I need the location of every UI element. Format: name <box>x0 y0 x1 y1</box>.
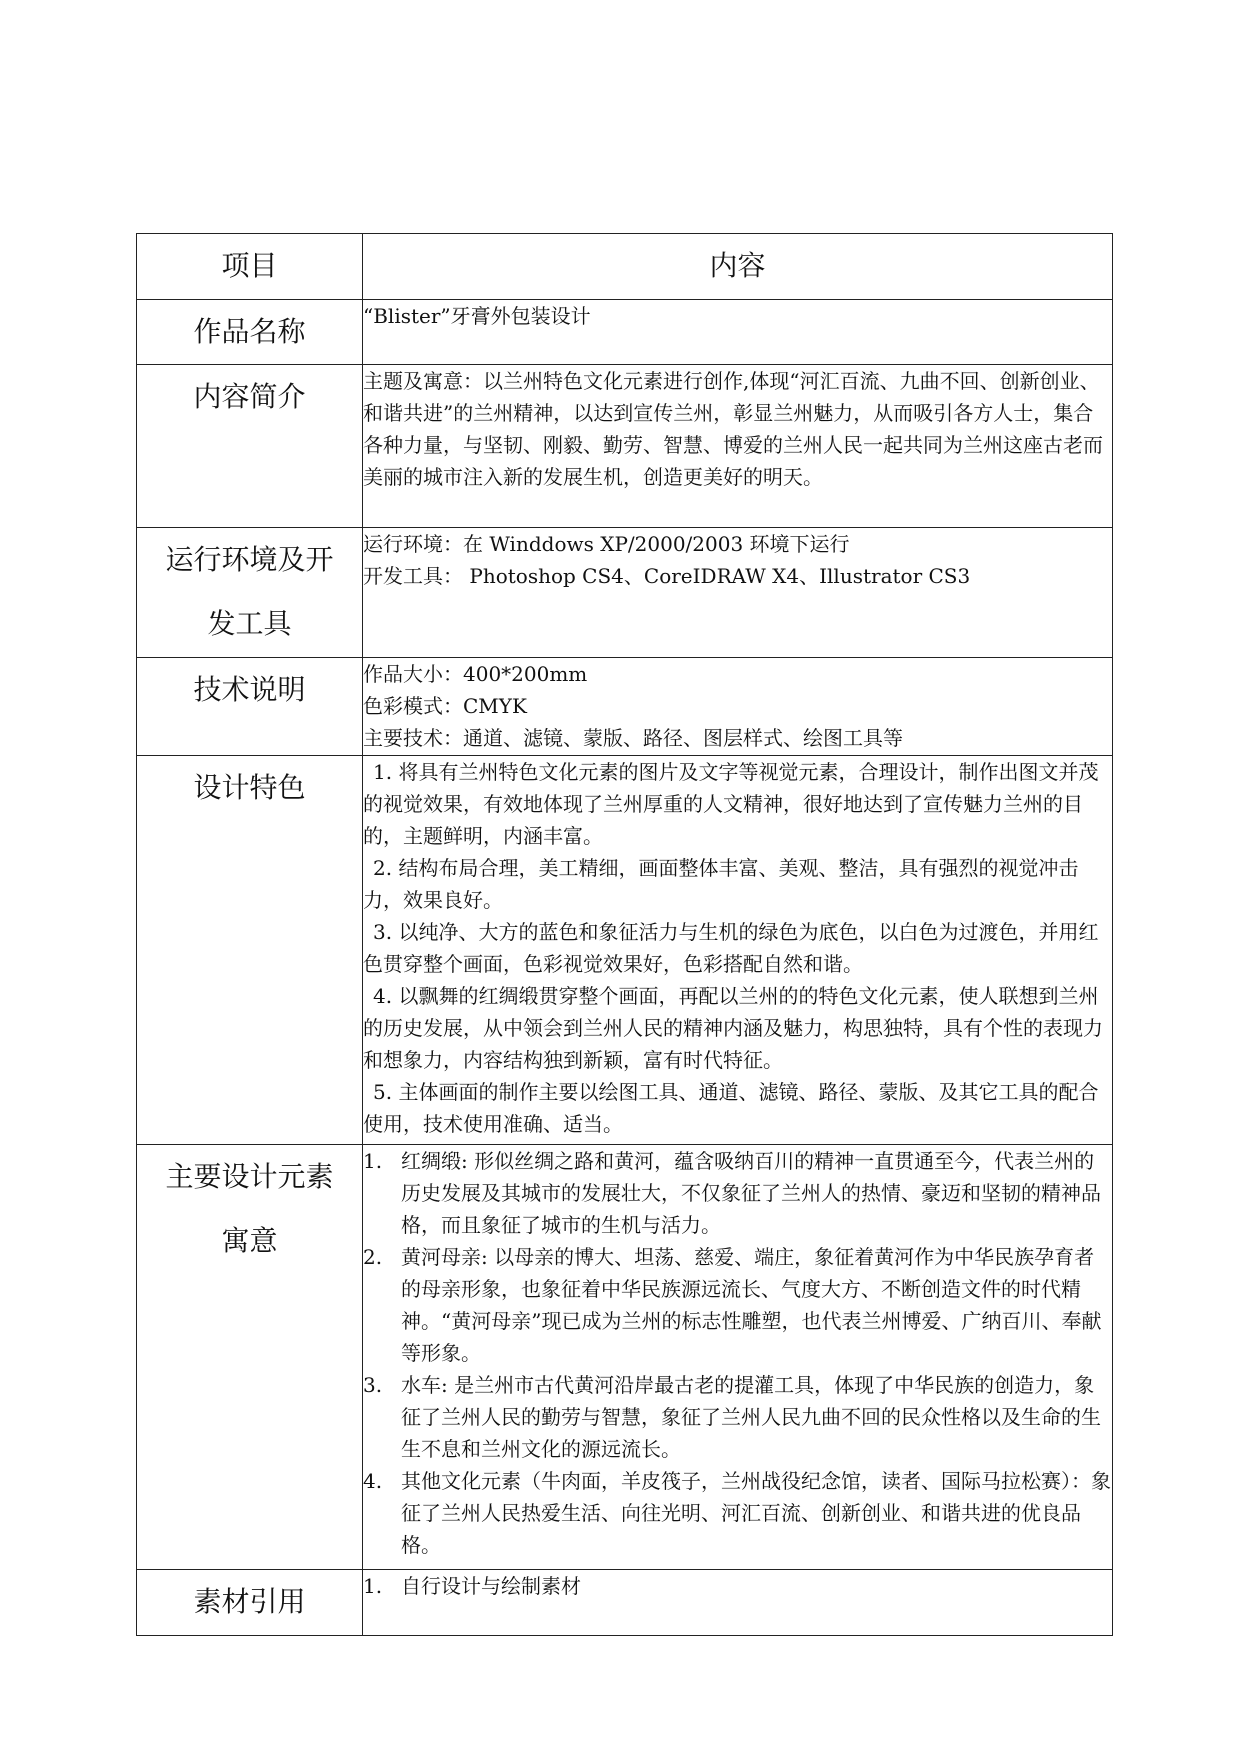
label-features: 设计特色 <box>137 756 363 1145</box>
row-features <box>137 756 1113 1145</box>
value-summary: 主题及寓意：以兰州特色文化元素进行创作,体现“河汇百流、九曲不回、创新创业、和谐共进”的兰州精神，以达到宣传兰州，彰显兰州魅力，从而吸引各方人士，集合各种力量，与坚韧、刚毅、勤劳、智慧、博爱的兰州人民一起共同为兰州这座古老而美丽的城市注入新的发展生机，创造更美好的明天。 <box>363 365 1113 528</box>
label-summary: 内容简介 <box>137 365 363 528</box>
feature-item: 4. 以飘舞的红绸缎贯穿整个画面，再配以兰州的的特色文化元素，使人联想到兰州的历史发展，从中领会到兰州人民的精神内涵及魅力，构思独特，具有个性的表现力和想象力，内容结构独到新颖，富有时代特征。 <box>363 984 1103 1072</box>
item-text: 红绸缎: 形似丝绸之路和黄河，蕴含吸纳百川的精神一直贯通至今，代表兰州的历史发展及其城市的发展壮大，不仅象征了兰州人的热情、豪迈和坚韧的精神品格，而且象征了城市的生机与活力。 <box>401 1149 1101 1237</box>
row-environment <box>137 528 1113 658</box>
item-number: 1. <box>363 1149 383 1173</box>
value-tech <box>363 658 1113 756</box>
value-materials <box>363 1570 1113 1636</box>
label-elements <box>137 1145 363 1570</box>
item-text: 其他文化元素（牛肉面，羊皮筏子，兰州战役纪念馆，读者、国际马拉松赛）：象征了兰州人民热爱生活、向往光明、河汇百流、创新创业、和谐共进的优良品格。 <box>401 1469 1111 1557</box>
item-text: 黄河母亲: 以母亲的博大、坦荡、慈爱、端庄，象征着黄河作为中华民族孕育者的母亲形象，也象征着中华民族源远流长、气度大方、不断创造文件的时代精神。“黄河母亲”现已成为兰州的标志性雕塑，也代表兰州博爱、广纳百川、奉献等形象。 <box>401 1245 1102 1365</box>
label-materials: 素材引用 <box>137 1570 363 1636</box>
info-table <box>136 233 1113 1636</box>
list-item <box>363 1241 1112 1369</box>
header-row <box>137 234 1113 300</box>
item-number: 3. <box>363 1373 383 1397</box>
row-tech <box>137 658 1113 756</box>
feature-item: 1. 将具有兰州特色文化元素的图片及文字等视觉元素，合理设计，制作出图文并茂的视觉效果，有效地体现了兰州厚重的人文精神，很好地达到了宣传魅力兰州的目的，主题鲜明，内涵丰富。 <box>363 760 1099 848</box>
row-elements <box>137 1145 1113 1570</box>
list-item <box>363 1145 1112 1241</box>
label-work-name: 作品名称 <box>137 300 363 365</box>
item-number: 4. <box>363 1469 383 1493</box>
row-work-name <box>137 300 1113 365</box>
feature-item: 5. 主体画面的制作主要以绘图工具、通道、滤镜、路径、蒙版、及其它工具的配合使用，技术使用准确、适当。 <box>363 1080 1099 1136</box>
label-elements-line1: 主要设计元素 <box>165 1160 334 1193</box>
label-tech: 技术说明 <box>137 658 363 756</box>
item-text: 自行设计与绘制素材 <box>401 1574 581 1598</box>
materials-list <box>363 1570 1112 1602</box>
item-text: 水车: 是兰州市古代黄河沿岸最古老的提灌工具，体现了中华民族的创造力，象征了兰州人民的勤劳与智慧，象征了兰州人民九曲不回的民众性格以及生命的生生不息和兰州文化的源远流长。 <box>401 1373 1101 1461</box>
list-item <box>363 1465 1112 1561</box>
row-summary <box>137 365 1113 528</box>
item-number: 1. <box>363 1574 383 1598</box>
environment-tools: 开发工具： Photoshop CS4、CoreIDRAW X4、Illustrator CS3 <box>363 564 971 588</box>
label-environment: 运行环境及开发工具 <box>137 528 363 658</box>
header-content: 内容 <box>363 234 1113 300</box>
feature-item: 2. 结构布局合理，美工精细，画面整体丰富、美观、整洁，具有强烈的视觉冲击力，效果良好。 <box>363 856 1079 912</box>
environment-runtime: 运行环境：在 Winddows XP/2000/2003 环境下运行 <box>363 532 850 556</box>
tech-size: 作品大小：400*200mm <box>363 662 588 686</box>
value-features <box>363 756 1113 1145</box>
value-environment <box>363 528 1113 658</box>
list-item <box>363 1369 1112 1465</box>
value-work-name: “Blister”牙膏外包装设计 <box>363 300 1113 365</box>
elements-list <box>363 1145 1112 1561</box>
label-elements-line2: 寓意 <box>221 1224 278 1257</box>
tech-color-mode: 色彩模式：CMYK <box>363 694 527 718</box>
row-materials <box>137 1570 1113 1636</box>
value-elements <box>363 1145 1113 1570</box>
item-number: 2. <box>363 1245 383 1269</box>
feature-item: 3. 以纯净、大方的蓝色和象征活力与生机的绿色为底色，以白色为过渡色，并用红色贯穿整个画面，色彩视觉效果好，色彩搭配自然和谐。 <box>363 920 1099 976</box>
header-project: 项目 <box>137 234 363 300</box>
tech-main: 主要技术：通道、滤镜、蒙版、路径、图层样式、绘图工具等 <box>363 726 903 750</box>
list-item <box>363 1570 1112 1602</box>
